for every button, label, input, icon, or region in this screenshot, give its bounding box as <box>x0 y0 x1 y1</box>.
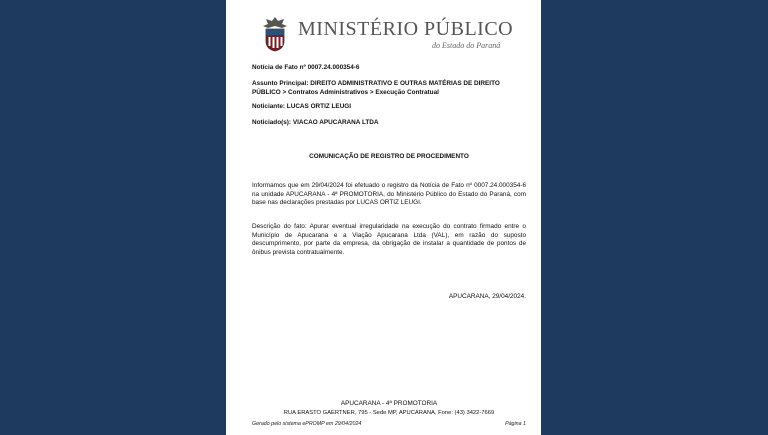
footer-address: RUA ERASTO GAERTNER, 795 - Sede MP, APUCARANA, Fone: (43) 3422-7669 <box>283 410 495 416</box>
generated-note: Gerado pelo sistema ePROMP em 29/04/2024 <box>252 421 362 427</box>
document-page <box>226 0 541 435</box>
paragraph-registration: Informamos que em 29/04/2024 foi efetuado o registro da Notícia de Fato nº 0007.24.000354-6 na unidade APUCARANA - 4ª PROMOTORIA, do Ministério Público do Estado do Paraná, com base nas declarações prestadas por LUCAS ORTIZ LEUGI. <box>252 182 526 207</box>
subject-line: Assunto Principal: DIREITO ADMINISTRATIVO E OUTRAS MATÉRIAS DE DIREITO PÚBLICO > Contratos Administrativos > Execução Contratual <box>252 80 500 96</box>
page-number: Página 1 <box>505 421 526 427</box>
paragraph-description: Descrição do fato: Apurar eventual irregularidade na execução do contrato firmado entre o Município de Apucarana e a Viação Apucarana Ltda (VAL), em razão do suposto descumprimento, por parte da empresa, da obrigação de instalar a quantidade de pontos de ônibus prevista contratualmente. <box>252 223 526 257</box>
org-subtitle: do Estado do Paraná <box>432 41 501 50</box>
fact-number: Notícia de Fato nº 0007.24.000354-6 <box>252 64 360 71</box>
document-title: COMUNICAÇÃO DE REGISTRO DE PROCEDIMENTO <box>309 153 469 160</box>
institution-logo <box>262 16 512 56</box>
notifier-line: Noticiante: LUCAS ORTIZ LEUGI <box>252 103 352 110</box>
org-name: MINISTÉRIO PÚBLICO <box>298 18 514 40</box>
place-date: APUCARANA, 29/04/2024. <box>448 293 526 300</box>
footer-unit: APUCARANA - 4ª PROMOTORIA <box>340 400 438 407</box>
coat-of-arms-icon <box>262 16 288 52</box>
notified-line: Noticiado(s): VIACAO APUCARANA LTDA <box>252 119 379 126</box>
